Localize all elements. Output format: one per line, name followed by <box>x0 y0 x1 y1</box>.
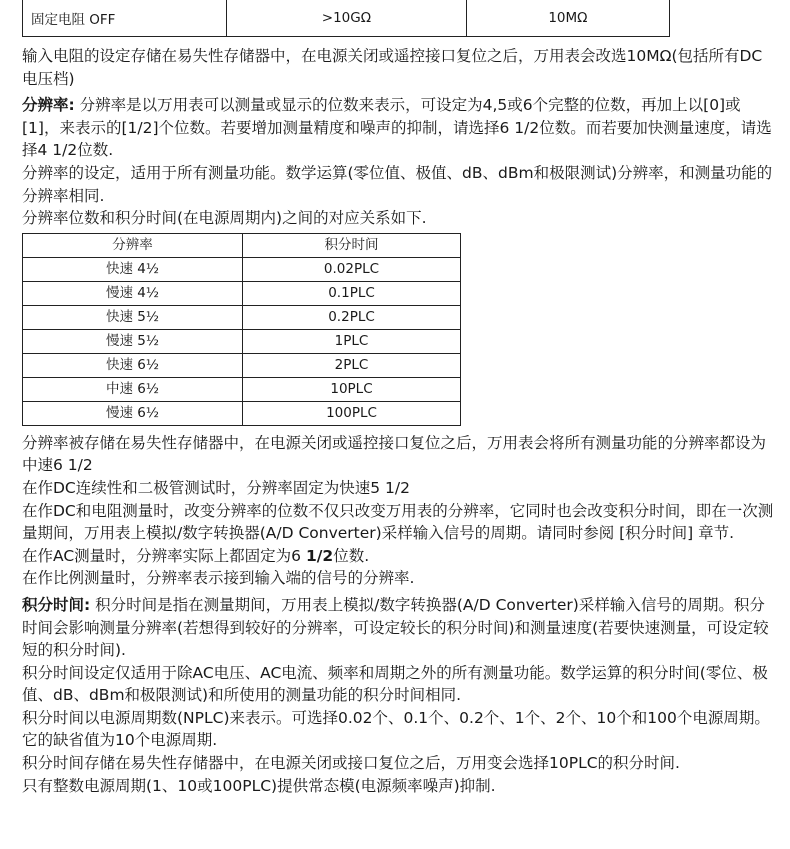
paragraph-integration-intro <box>22 594 774 662</box>
table-row <box>23 377 461 401</box>
bold-text: 1/2 <box>305 546 334 565</box>
section-heading-resolution: 分辨率: <box>22 96 75 115</box>
table-cell: 0.2PLC <box>243 305 461 329</box>
table-cell: 10PLC <box>243 377 461 401</box>
paragraph-text: 位数. <box>333 546 370 565</box>
paragraph-text: 在作AC测量时，分辨率实际上都固定为6 <box>22 546 306 565</box>
table-row <box>23 353 461 377</box>
table-cell: 100PLC <box>243 401 461 425</box>
table-cell: 2PLC <box>243 353 461 377</box>
table-row <box>23 0 670 37</box>
table-row <box>23 305 461 329</box>
paragraph-integration-normal-mode: 只有整数电源周期(1、10或100PLC)提供常态模(电源频率噪声)抑制. <box>22 776 496 795</box>
column-header-resolution: 分辨率 <box>23 233 243 257</box>
column-header-integration-time: 积分时间 <box>243 233 461 257</box>
table-cell: 快速 6½ <box>23 353 243 377</box>
paragraph-resolution-applies: 分辨率的设定，适用于所有测量功能。数学运算(零位值、极值、dB、dBm和极限测试)分辨率，和测量功能的分辨率相同. <box>22 163 773 205</box>
paragraph-resolution-table-intro: 分辨率位数和积分时间(在电源周期内)之间的对应关系如下. <box>22 209 427 228</box>
table-cell: 慢速 6½ <box>23 401 243 425</box>
table-cell: 1PLC <box>243 329 461 353</box>
paragraph-text: 积分时间是指在测量期间，万用表上模拟/数字转换器(A/D Converter)采样输入信号的周期。积分时间会影响测量分辨率(若想得到较好的分辨率，可设定较长的积分时间)和测量速度(若要快速测量，可设定较短的积分时间). <box>22 595 769 660</box>
table-row <box>23 329 461 353</box>
table-row <box>23 401 461 425</box>
table-cell: 0.02PLC <box>243 257 461 281</box>
table-cell: 0.1PLC <box>243 281 461 305</box>
paragraph-resolution-continuity: 在作DC连续性和二极管测试时，分辨率固定为快速5 1/2 <box>22 478 410 497</box>
section-heading-integration-time: 积分时间: <box>22 595 91 614</box>
table-cell: 快速 4½ <box>23 257 243 281</box>
table-cell: 中速 6½ <box>23 377 243 401</box>
table-row <box>23 281 461 305</box>
paragraph-resolution-ratio: 在作比例测量时，分辨率表示接到输入端的信号的分辨率. <box>22 569 415 588</box>
table-header-row <box>23 233 461 257</box>
paragraph-integration-applies: 积分时间设定仅适用于除AC电压、AC电流、频率和周期之外的所有测量功能。数学运算的积分时间(零位、极值、dB、dBm和极限测试)和所使用的测量功能的积分时间相同. <box>22 663 768 705</box>
paragraph-resolution-dc-ohm: 在作DC和电阻测量时，改变分辨率的位数不仅只改变万用表的分辨率，它同时也会改变积分时间，即在一次测量期间，万用表上模拟/数字转换器(A/D Converter)采样输入信号的周期。请同时参阅 [积分时间] 章节. <box>22 501 774 543</box>
table-cell: 快速 5½ <box>23 305 243 329</box>
paragraph-integration-volatile: 积分时间存储在易失性存储器中，在电源关闭或接口复位之后，万用变会选择10PLC的积分时间. <box>22 754 680 773</box>
paragraph-text: 分辨率是以万用表可以测量或显示的位数来表示，可设定为4,5或6个完整的位数，再加上以[0]或[1]，来表示的[1/2]个位数。若要增加测量精度和噪声的抑制，请选择6 1/2位数。而若要加快测量速度，请选择4 1/2位数. <box>22 96 772 160</box>
paragraph-resolution-volatile: 分辨率被存储在易失性存储器中，在电源关闭或遥控接口复位之后，万用表会将所有测量功能的分辨率都设为中速6 1/2 <box>22 433 767 475</box>
paragraph-resolution-intro <box>22 94 774 162</box>
input-resistance-table <box>22 0 670 37</box>
table-cell: 固定电阻 OFF <box>23 0 227 37</box>
table-cell: 慢速 5½ <box>23 329 243 353</box>
paragraph-resolution-ac <box>22 545 774 568</box>
paragraph-integration-nplc: 积分时间以电源周期数(NPLC)来表示。可选择0.02个、0.1个、0.2个、1个、2个、10个和100个电源周期。它的缺省值为10个电源周期. <box>22 708 770 750</box>
paragraph-input-resistance: 输入电阻的设定存储在易失性存储器中，在电源关闭或遥控接口复位之后，万用表会改选10MΩ(包括所有DC电压档) <box>22 47 763 88</box>
table-cell: 慢速 4½ <box>23 281 243 305</box>
table-cell: >10GΩ <box>227 0 467 37</box>
document-body <box>22 45 774 797</box>
table-row <box>23 257 461 281</box>
resolution-integration-table <box>22 233 461 426</box>
table-cell: 10MΩ <box>466 0 669 37</box>
